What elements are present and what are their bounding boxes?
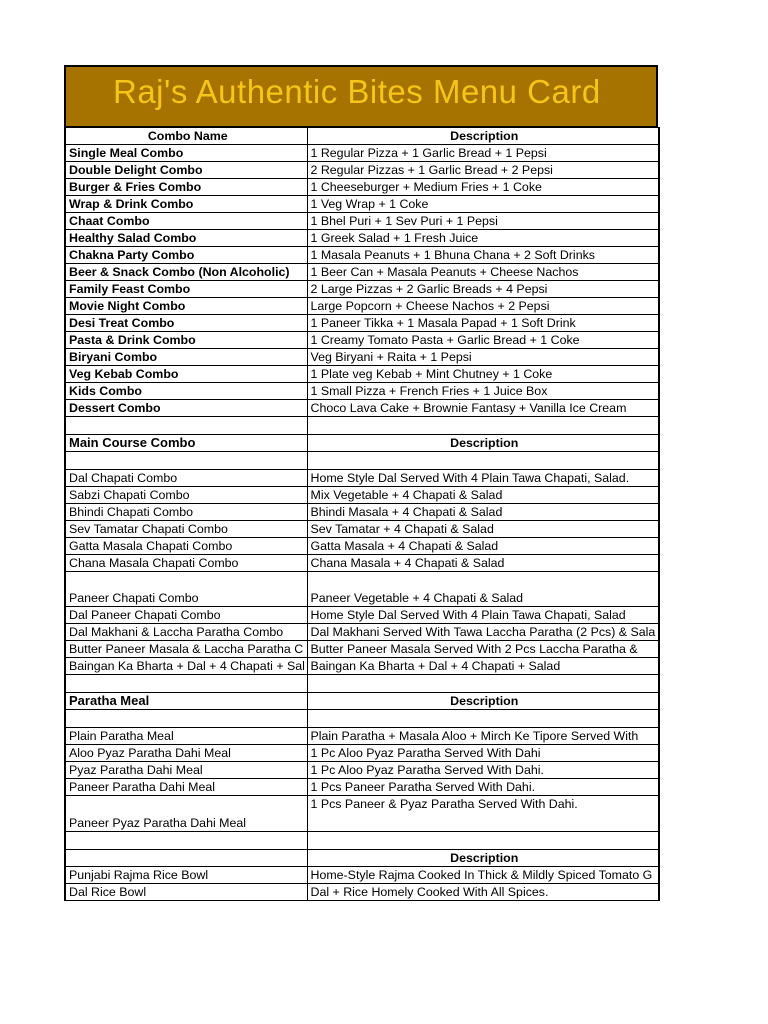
item-name: Paneer Chapati Combo (65, 572, 307, 607)
combo-row (65, 145, 659, 162)
empty-cell (307, 710, 659, 728)
item-name: Gatta Masala Chapati Combo (65, 538, 307, 555)
main-course-header-row (65, 435, 659, 452)
item-name: Paneer Pyaz Paratha Dahi Meal (65, 796, 307, 832)
description-header: Description (307, 128, 659, 145)
item-description: Large Popcorn + Cheese Nachos + 2 Pepsi (307, 298, 659, 315)
item-name: Aloo Pyaz Paratha Dahi Meal (65, 745, 307, 762)
menu-title: Raj's Authentic Bites Menu Card (113, 73, 601, 110)
combo-row (65, 247, 659, 264)
main-course-row (65, 658, 659, 675)
main-course-row (65, 504, 659, 521)
combo-row (65, 332, 659, 349)
main-course-row (65, 624, 659, 641)
item-description: Gatta Masala + 4 Chapati & Salad (307, 538, 659, 555)
item-name: Beer & Snack Combo (Non Alcoholic) (65, 264, 307, 281)
item-name: Dal Chapati Combo (65, 470, 307, 487)
item-description: Home-Style Rajma Cooked In Thick & Mildly Spiced Tomato G (307, 867, 659, 884)
empty-cell (307, 832, 659, 850)
item-name: Pyaz Paratha Dahi Meal (65, 762, 307, 779)
item-description: Home Style Dal Served With 4 Plain Tawa Chapati, Salad. (307, 470, 659, 487)
item-name: Sabzi Chapati Combo (65, 487, 307, 504)
item-description: Dal Makhani Served With Tawa Laccha Paratha (2 Pcs) & Sala (307, 624, 659, 641)
item-description: 1 Creamy Tomato Pasta + Garlic Bread + 1 Coke (307, 332, 659, 349)
item-description: 1 Cheeseburger + Medium Fries + 1 Coke (307, 179, 659, 196)
paratha-row (65, 796, 659, 832)
item-description: Mix Vegetable + 4 Chapati & Salad (307, 487, 659, 504)
combo-row (65, 213, 659, 230)
blank-row (65, 452, 659, 470)
item-name: Desi Treat Combo (65, 315, 307, 332)
item-description: 1 Small Pizza + French Fries + 1 Juice Box (307, 383, 659, 400)
paratha-row (65, 728, 659, 745)
combo-header-row (65, 128, 659, 145)
item-description: Sev Tamatar + 4 Chapati & Salad (307, 521, 659, 538)
item-description: Butter Paneer Masala Served With 2 Pcs Laccha Paratha & (307, 641, 659, 658)
item-description: Choco Lava Cake + Brownie Fantasy + Vanilla Ice Cream (307, 400, 659, 417)
empty-cell (65, 417, 307, 435)
item-description: 1 Masala Peanuts + 1 Bhuna Chana + 2 Soft Drinks (307, 247, 659, 264)
paratha-row (65, 762, 659, 779)
empty-cell (307, 417, 659, 435)
combo-row (65, 179, 659, 196)
combo-row (65, 162, 659, 179)
item-description: Paneer Vegetable + 4 Chapati & Salad (307, 572, 659, 607)
combo-row (65, 196, 659, 213)
item-description: Plain Paratha + Masala Aloo + Mirch Ke Tipore Served With (307, 728, 659, 745)
item-description: 1 Greek Salad + 1 Fresh Juice (307, 230, 659, 247)
blank-row (65, 832, 659, 850)
item-name: Baingan Ka Bharta + Dal + 4 Chapati + Sal (65, 658, 307, 675)
item-name: Movie Night Combo (65, 298, 307, 315)
bowl-header (65, 850, 307, 867)
item-name: Dal Paneer Chapati Combo (65, 607, 307, 624)
empty-cell (65, 710, 307, 728)
menu-table (64, 127, 660, 901)
empty-cell (307, 675, 659, 693)
item-description: Baingan Ka Bharta + Dal + 4 Chapati + Salad (307, 658, 659, 675)
main-course-row (65, 555, 659, 572)
main-course-row (65, 538, 659, 555)
main-course-row (65, 572, 659, 607)
item-name: Kids Combo (65, 383, 307, 400)
item-name: Chaat Combo (65, 213, 307, 230)
combo-row (65, 298, 659, 315)
bowl-header-row (65, 850, 659, 867)
item-name: Pasta & Drink Combo (65, 332, 307, 349)
paratha-row (65, 779, 659, 796)
empty-cell (65, 452, 307, 470)
item-name: Double Delight Combo (65, 162, 307, 179)
item-name: Chakna Party Combo (65, 247, 307, 264)
main-course-row (65, 470, 659, 487)
bowl-row (65, 867, 659, 884)
main-course-header: Main Course Combo (65, 435, 307, 452)
item-name: Dal Rice Bowl (65, 884, 307, 901)
item-description: 1 Regular Pizza + 1 Garlic Bread + 1 Pepsi (307, 145, 659, 162)
main-course-row (65, 641, 659, 658)
empty-cell (307, 452, 659, 470)
item-name: Bhindi Chapati Combo (65, 504, 307, 521)
description-header: Description (307, 850, 659, 867)
description-header: Description (307, 435, 659, 452)
combo-row (65, 264, 659, 281)
paratha-header: Paratha Meal (65, 693, 307, 710)
paratha-header-row (65, 693, 659, 710)
bowl-row (65, 884, 659, 901)
empty-cell (65, 675, 307, 693)
item-name: Veg Kebab Combo (65, 366, 307, 383)
item-description: Bhindi Masala + 4 Chapati & Salad (307, 504, 659, 521)
menu-sheet (64, 65, 658, 901)
title-banner (64, 65, 658, 127)
item-description: 1 Beer Can + Masala Peanuts + Cheese Nachos (307, 264, 659, 281)
item-description: 1 Pc Aloo Pyaz Paratha Served With Dahi. (307, 762, 659, 779)
item-name: Butter Paneer Masala & Laccha Paratha C (65, 641, 307, 658)
item-name: Punjabi Rajma Rice Bowl (65, 867, 307, 884)
item-name: Family Feast Combo (65, 281, 307, 298)
item-description: 1 Veg Wrap + 1 Coke (307, 196, 659, 213)
item-description: 1 Paneer Tikka + 1 Masala Papad + 1 Soft Drink (307, 315, 659, 332)
item-name: Biryani Combo (65, 349, 307, 366)
item-name: Paneer Paratha Dahi Meal (65, 779, 307, 796)
item-description: 2 Regular Pizzas + 1 Garlic Bread + 2 Pepsi (307, 162, 659, 179)
item-description: Dal + Rice Homely Cooked With All Spices. (307, 884, 659, 901)
item-name: Single Meal Combo (65, 145, 307, 162)
item-name: Dal Makhani & Laccha Paratha Combo (65, 624, 307, 641)
blank-row (65, 417, 659, 435)
main-course-row (65, 487, 659, 504)
combo-row (65, 281, 659, 298)
item-description: 1 Plate veg Kebab + Mint Chutney + 1 Coke (307, 366, 659, 383)
item-description: 2 Large Pizzas + 2 Garlic Breads + 4 Pepsi (307, 281, 659, 298)
blank-row (65, 675, 659, 693)
item-name: Sev Tamatar Chapati Combo (65, 521, 307, 538)
combo-row (65, 349, 659, 366)
item-name: Burger & Fries Combo (65, 179, 307, 196)
item-description: 1 Pcs Paneer & Pyaz Paratha Served With Dahi. (307, 796, 659, 832)
paratha-row (65, 745, 659, 762)
item-name: Wrap & Drink Combo (65, 196, 307, 213)
item-description: 1 Pc Aloo Pyaz Paratha Served With Dahi (307, 745, 659, 762)
item-name: Chana Masala Chapati Combo (65, 555, 307, 572)
combo-row (65, 315, 659, 332)
description-header: Description (307, 693, 659, 710)
item-description: 1 Bhel Puri + 1 Sev Puri + 1 Pepsi (307, 213, 659, 230)
item-description: Chana Masala + 4 Chapati & Salad (307, 555, 659, 572)
main-course-row (65, 607, 659, 624)
item-description: 1 Pcs Paneer Paratha Served With Dahi. (307, 779, 659, 796)
blank-row (65, 710, 659, 728)
combo-name-header: Combo Name (65, 128, 307, 145)
item-name: Dessert Combo (65, 400, 307, 417)
main-course-row (65, 521, 659, 538)
item-name: Plain Paratha Meal (65, 728, 307, 745)
item-description: Veg Biryani + Raita + 1 Pepsi (307, 349, 659, 366)
item-name: Healthy Salad Combo (65, 230, 307, 247)
combo-row (65, 230, 659, 247)
combo-row (65, 400, 659, 417)
combo-row (65, 383, 659, 400)
item-description: Home Style Dal Served With 4 Plain Tawa Chapati, Salad (307, 607, 659, 624)
combo-row (65, 366, 659, 383)
empty-cell (65, 832, 307, 850)
